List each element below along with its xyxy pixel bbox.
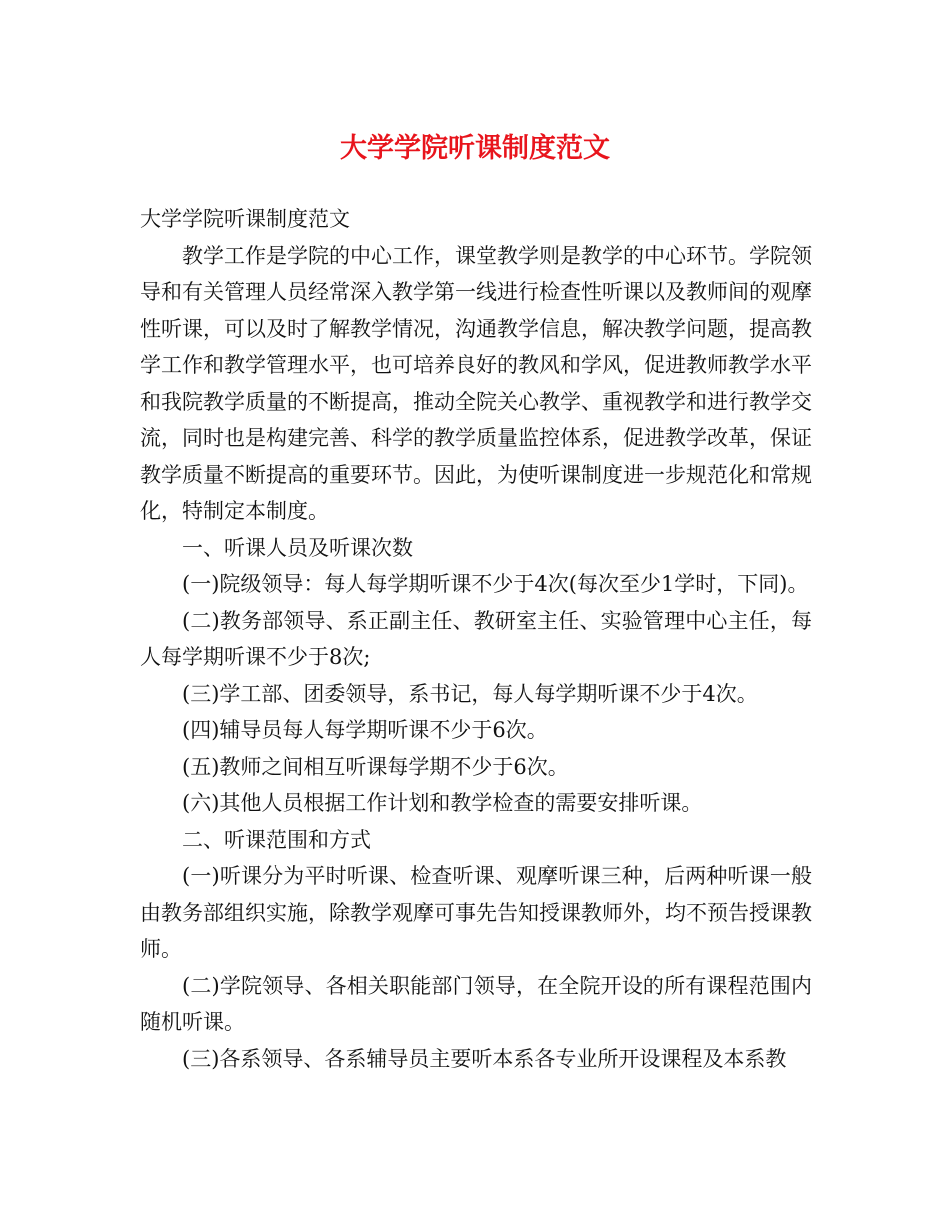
paragraph-item: (二)教务部领导、系正副主任、教研室主任、实验管理中心主任，每人每学期听课不少于8次; (140, 608, 812, 669)
document-subtitle: 大学学院听课制度范文 (140, 207, 350, 231)
paragraph-item: (一)听课分为平时听课、检查听课、观摩听课三种，后两种听课一般由教务部组织实施，除教学观摩可事先告知授课教师外，均不预告授课教师。 (140, 864, 812, 961)
document-body (140, 201, 812, 1077)
paragraph-item: (六)其他人员根据工作计划和教学检查的需要安排听课。 (182, 791, 703, 815)
paragraph-item: (三)各系领导、各系辅导员主要听本系各专业所开设课程及本系教 (182, 1046, 787, 1071)
paragraph-item: (三)学工部、团委领导，系书记，每人每学期听课不少于4次。 (182, 681, 758, 706)
paragraph-item: (二)学院领导、各相关职能部门领导，在全院开设的所有课程范围内随机听课。 (140, 973, 812, 1034)
section-heading-1: 一、听课人员及听课次数 (182, 535, 413, 560)
document-title: 大学学院听课制度范文 (340, 133, 610, 164)
paragraph-item: (一)院级领导：每人每学期听课不少于4次(每次至少1学时，下同)。 (182, 572, 809, 596)
paragraph-item: (五)教师之间相互听课每学期不少于6次。 (182, 754, 569, 779)
paragraph-item: (四)辅导员每人每学期听课不少于6次。 (182, 718, 548, 742)
paragraph-intro: 教学工作是学院的中心工作，课堂教学则是教学的中心环节。学院领导和有关管理人员经常深入教学第一线进行检查性听课以及教师间的观摩性听课，可以及时了解教学情况，沟通教学信息，解决教学问题，提高教学工作和教学管理水平，也可培养良好的教风和学风，促进教师教学水平和我院教学质量的不断提高，推动全院关心教学、重视教学和进行教学交流，同时也是构建完善、科学的教学质量监控体系，促进教学改革，保证教学质量不断提高的重要环节。因此，为使听课制度进一步规范化和常规化，特制定本制度。 (140, 243, 812, 523)
section-heading-2: 二、听课范围和方式 (182, 827, 371, 852)
